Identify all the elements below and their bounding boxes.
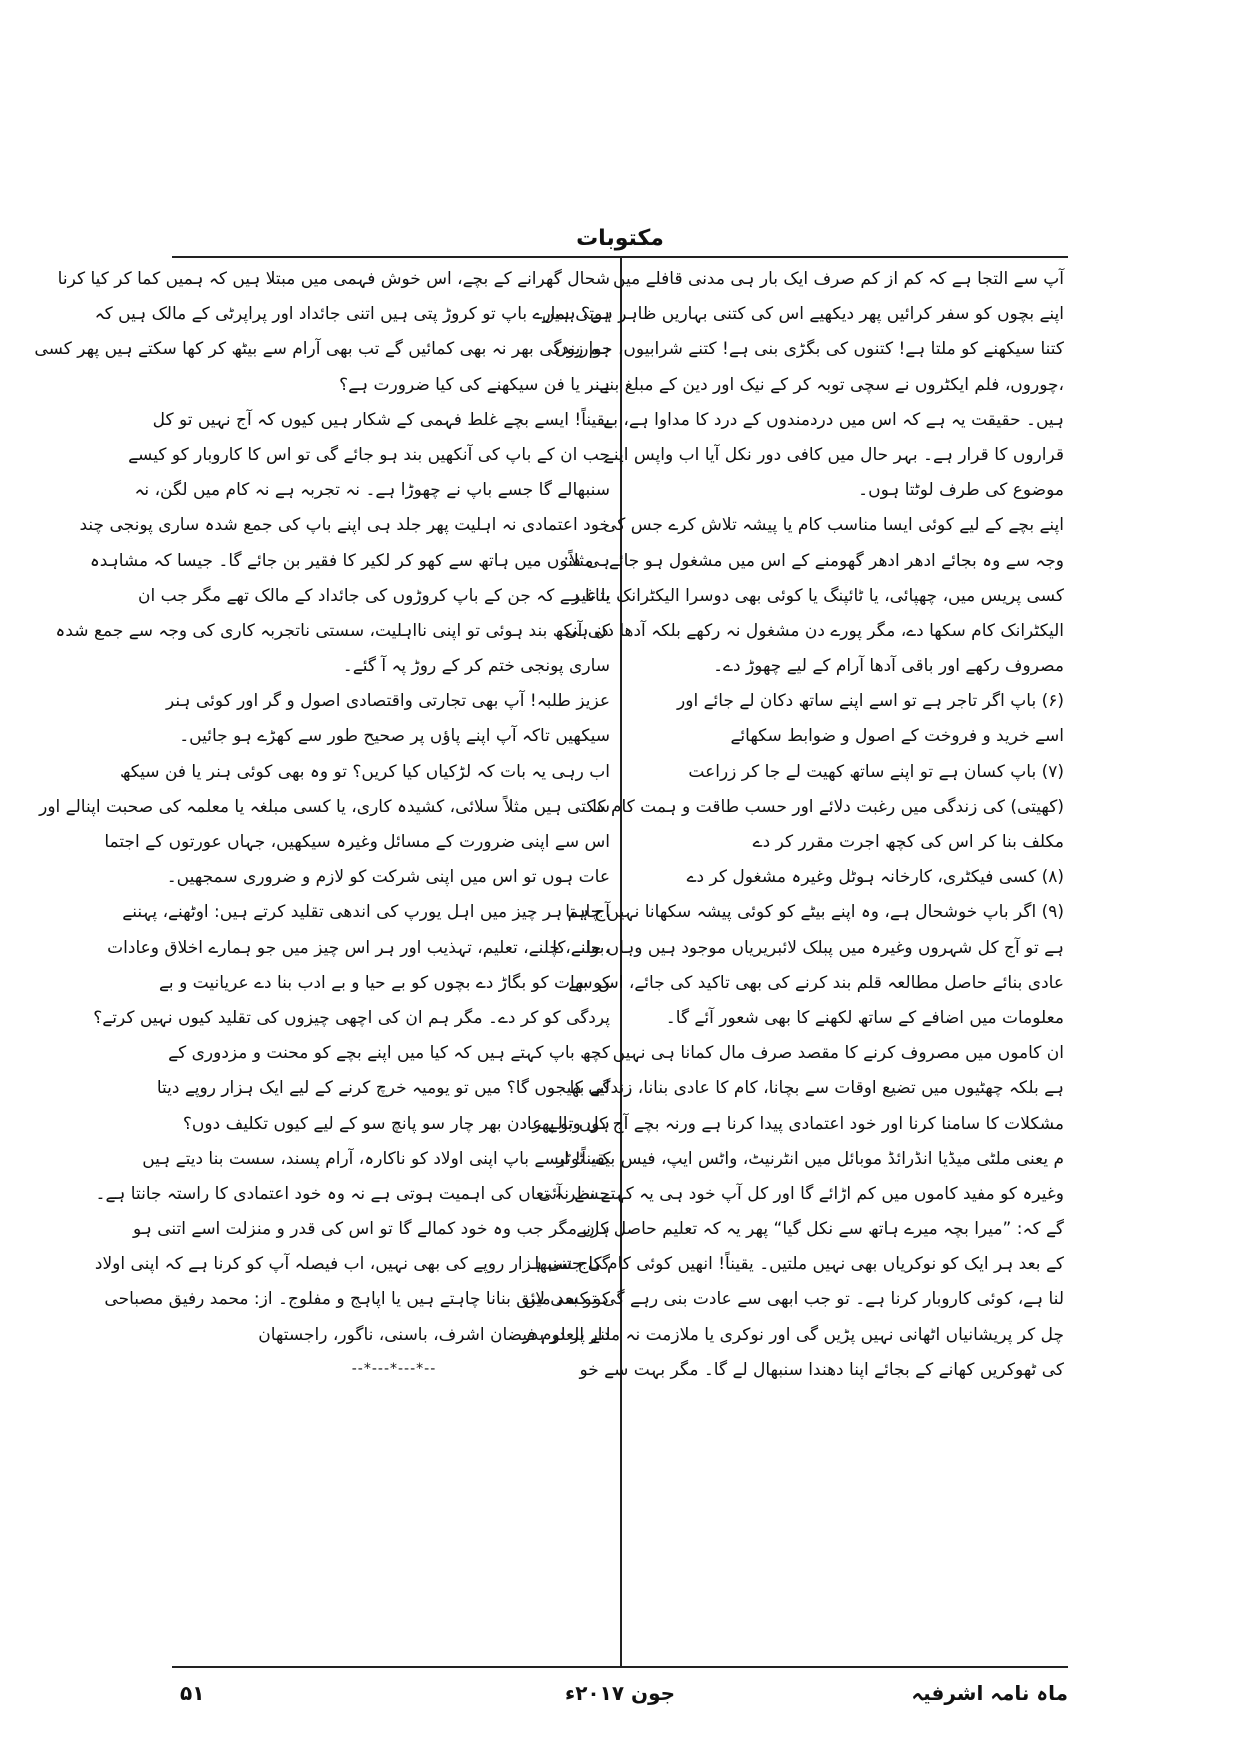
text-line: شحال گھرانے کے بچے، اس خوش فہمی میں مبتلا ہیں کہ ہمیں کما کر کیا کرنا bbox=[57, 269, 610, 289]
left-column bbox=[34, 262, 610, 1385]
text-line: اسے خرید و فروخت کے اصول و ضوابط سکھائے bbox=[730, 726, 1064, 747]
text-line: کتنا سیکھنے کو ملتا ہے! کتنوں کی بگڑی بنی ہے! کتنے شرابیوں، جواریوں bbox=[554, 339, 1064, 360]
text-line: عات ہوں تو اس میں اپنی شرکت کو لازم و ضروری سمجھیں۔ bbox=[166, 867, 610, 888]
text-line: کو بھات کو بگاڑ دے بچوں کو بے حیا و بے ادب بنا دے عریانیت و بے bbox=[158, 972, 610, 993]
text-line: کی آنکھ بند ہوئی تو اپنی نااہلیت، سستی ناتجربہ کاری کی وجہ سے جمع شدہ bbox=[55, 620, 610, 641]
text-line: جب ان کے باپ کی آنکھیں بند ہو جائے گی تو اس کا کاروبار کو کیسے bbox=[128, 444, 610, 465]
text-line: جسے نہ تعاں کی اہمیت ہوتی ہے نہ وہ خود اعتمادی کا راستہ جانتا ہے۔ bbox=[95, 1183, 610, 1204]
text-line: آج ہم ہر چیز میں اہل یورپ کی اندھی تقلید کرتے ہیں: اوٹھنے، پہننے bbox=[122, 902, 610, 923]
text-line: سیکھیں تاکہ آپ اپنے پاؤں پر صحیح طور سے کھڑے ہو جائیں۔ bbox=[179, 726, 610, 747]
text-line: اپنے بچوں کو سفر کرائیں پھر دیکھیے اس کی کتنی بہاریں ظاہر ہوتی ہیں bbox=[541, 304, 1064, 325]
text-line: وغیرہ کو مفید کاموں میں کم اڑائے گا اور کل آپ خود ہی یہ کہتے نظر آئی bbox=[538, 1183, 1064, 1204]
text-line: ساری پونجی ختم کر کے روڑ پہ آ گئے۔ bbox=[342, 656, 610, 677]
text-line: گی جتنی ہزار روپے کی بھی نہیں، اب فیصلہ آپ کو کرنا ہے کہ اپنی اولاد bbox=[94, 1254, 610, 1275]
text-line: عادی بنائے حاصل مطالعہ قلم بند کرنے کی بھی تاکید کی جائے، اس سے bbox=[568, 972, 1064, 993]
text-line: م یعنی ملٹی میڈیا انڈرائڈ موبائل میں انٹرنیٹ، واٹس ایپ، فیس بک، ٹوٹر bbox=[556, 1148, 1064, 1169]
text-line: کی ٹھوکریں کھانے کے بجائے اپنا دھندا سنبھال لے گا۔ مگر بہت سے خو bbox=[579, 1359, 1064, 1380]
text-line: دار العلوم فیضان اشرف، باسنی، ناگور، راجستھان bbox=[258, 1324, 610, 1345]
end-separator: --*---*---*-- bbox=[351, 1360, 437, 1377]
text-line: لیے بھیجوں گا؟ میں تو یومیہ خرچ کرنے کے لیے ایک ہزار روپے دیتا bbox=[156, 1078, 610, 1099]
text-line: (۶) باپ اگر تاجر ہے تو اسے اپنے ساتھ دکان لے جائے اور bbox=[677, 691, 1064, 712]
text-line: مشکلات کا سامنا کرنا اور خود اعتمادی پیدا کرنا ہے ورنہ بچے آج کل وبالے عا bbox=[526, 1113, 1064, 1134]
text-line: کو کسی لائق بنانا چاہتے ہیں یا اپاہج و مفلوج۔ از: محمد رفیق مصباحی bbox=[104, 1289, 610, 1310]
text-line: موضوع کی طرف لوٹتا ہوں۔ bbox=[858, 480, 1064, 501]
text-line: ،بولنے، چلنے، تعلیم، تہذیب اور ہر اس چیز میں جو ہمارے اخلاق وعادات bbox=[107, 937, 610, 958]
text-line: پردگی کو کر دے۔ مگر ہم ان کی اچھی چیزوں کی تقلید کیوں نہیں کرتے؟ bbox=[93, 1007, 610, 1028]
text-line: ہاں مگر جب وہ خود کمالے گا تو اس کی قدر و منزلت اسے اتنی ہو bbox=[133, 1219, 610, 1240]
text-line: کچھ باپ کہتے ہیں کہ کیا میں اپنے بچے کو محنت و مزدوری کے bbox=[168, 1043, 610, 1064]
text-line: اپنے بچے کے لیے کوئی ایسا مناسب کام یا پیشہ تلاش کرے جس کی bbox=[603, 515, 1064, 536]
text-line: (کھیتی) کی زندگی میں رغبت دلائے اور حسب طاقت و ہمت کام کا bbox=[592, 796, 1064, 817]
text-line: لنا ہے، کوئی کاروبار کرنا ہے۔ تو جب ابھی سے عادت بنی رہے گی تو بعد میں bbox=[523, 1289, 1064, 1310]
text-line: (۷) باپ کسان ہے تو اپنے ساتھ کھیت لے جا کر زراعت bbox=[688, 761, 1064, 782]
text-line: وجہ سے وہ بجائے ادھر ادھر گھومنے کے اس میں مشغول ہو جائے۔ مثلاً: bbox=[563, 550, 1064, 571]
text-line: ہی دنوں میں ہاتھ سے کھو کر لکیر کا فقیر بن جائے گا۔ جیسا کہ مشاہدہ bbox=[89, 550, 610, 571]
text-line: ہوں تو پھر دن بھر چار سو پانچ سو کے لیے کیوں تکلیف دوں؟ bbox=[182, 1113, 610, 1134]
text-line: سکتی ہیں مثلاً سلائی، کشیدہ کاری، یا کسی مبلغہ یا معلمہ کی صحبت اپنالے اور bbox=[39, 796, 610, 817]
text-line: کے بعد ہر ایک کو نوکریاں بھی نہیں ملتیں۔ یقیناً! انھیں کوئی کام کاج سنبھا bbox=[534, 1254, 1064, 1275]
text-line: اب رہی یہ بات کہ لڑکیاں کیا کریں؟ تو وہ بھی کوئی ہنر یا فن سیکھ bbox=[120, 761, 610, 782]
text-line: خود اعتمادی نہ اہلیت پھر جلد ہی اپنے باپ کی جمع شدہ ساری پونجی چند bbox=[79, 515, 610, 536]
text-line: ہنر یا فن سیکھنے کی کیا ضرورت ہے؟ bbox=[339, 374, 610, 395]
text-line: ہے؟ ہمارے باپ تو کروڑ پتی ہیں اتنی جائداد اور پراپرٹی کے مالک ہیں کہ bbox=[94, 304, 610, 325]
text-line: سنبھالے گا جسے باپ نے چھوڑا ہے۔ نہ تجربہ ہے نہ کام میں لگن، نہ bbox=[134, 480, 610, 501]
text-line: یقیناً! ایسے باپ اپنی اولاد کو ناکارہ، آرام پسند، سست بنا دیتے ہیں bbox=[142, 1148, 610, 1169]
text-line: ان کاموں میں مصروف کرنے کا مقصد صرف مال کمانا ہی نہیں bbox=[612, 1043, 1064, 1064]
text-line: ہے تو آج کل شہروں وغیرہ میں پبلک لائبریریاں موجود ہیں وہاں جانے کا bbox=[552, 937, 1064, 958]
text-line: قراروں کا قرار ہے۔ بہر حال میں کافی دور نکل آیا اب واپس اپنے bbox=[603, 444, 1064, 465]
right-column bbox=[522, 262, 1064, 1388]
text-line: ،چوروں، فلم ایکٹروں نے سچی توبہ کر کے نیک اور دین کے مبلغ بنے bbox=[599, 374, 1064, 395]
text-line: مکلف بنا کر اس کی کچھ اجرت مقرر کر دے bbox=[752, 832, 1064, 852]
page-number: ۵۱ bbox=[180, 1681, 205, 1705]
text-line: معلومات میں اضافے کے ساتھ لکھنے کا بھی شعور آئے گا۔ bbox=[665, 1007, 1064, 1028]
text-line: ہیں۔ حقیقت یہ ہے کہ اس میں دردمندوں کے درد کا مداوا ہے، بے bbox=[603, 409, 1064, 430]
text-line: آپ سے التجا ہے کہ کم از کم صرف ایک بار ہی مدنی قافلے میں bbox=[613, 269, 1064, 289]
text-line: یقیناً! ایسے بچے غلط فہمی کے شکار ہیں کیوں کہ آج نہیں تو کل bbox=[152, 409, 610, 430]
text-line: عزیز طلبہ! آپ بھی تجارتی واقتصادی اصول و گر اور کوئی ہنر bbox=[166, 691, 610, 712]
text-line: گے کہ: ”میرا بچہ میرے ہاتھ سے نکل گیا“ پھر یہ کہ تعلیم حاصل کرنے bbox=[576, 1219, 1064, 1240]
text-line: (۹) اگر باپ خوشحال ہے، وہ اپنے بیٹے کو کوئی پیشہ سکھانا نہیں چاہتا bbox=[565, 902, 1064, 923]
text-line: ہے بلکہ چھٹیوں میں تضیع اوقات سے بچانا، کام کا عادی بنانا، زندگی کا bbox=[569, 1078, 1064, 1099]
text-line: ہم زندگی بھر نہ بھی کمائیں گے تب بھی آرام سے بیٹھ کر کھا سکتے ہیں پھر کسی bbox=[34, 339, 610, 360]
text-line: چل کر پریشانیاں اٹھانی نہیں پڑیں گی اور نوکری یا ملازمت نہ ملنے پر در بدر bbox=[522, 1324, 1064, 1345]
section-title: مکتوبات bbox=[576, 226, 664, 251]
text-line: بتاتا ہے کہ جن کے باپ کروڑوں کی جائداد کے مالک تھے مگر جب ان bbox=[137, 585, 610, 606]
text-line: اس سے اپنی ضرورت کے مسائل وغیرہ سیکھیں، جہاں عورتوں کے اجتما bbox=[104, 832, 610, 852]
text-line: (۸) کسی فیکٹری، کارخانہ ہوٹل وغیرہ مشغول کر دے bbox=[686, 867, 1064, 888]
magazine-name: ماہ نامہ اشرفیہ bbox=[911, 1681, 1068, 1705]
footer-rule bbox=[172, 1666, 1068, 1668]
text-line: مصروف رکھے اور باقی آدھا آرام کے لیے چھوڑ دے۔ bbox=[713, 656, 1064, 677]
issue-date: جون ۲۰۱۷ء bbox=[564, 1681, 676, 1705]
text-line: الیکٹرانک کام سکھا دے، مگر پورے دن مشغول نہ رکھے بلکہ آدھا دن ہی bbox=[564, 620, 1064, 641]
text-line: کسی پریس میں، چھپائی، یا ٹائپنگ یا کوئی بھی دوسرا الیکٹرانک یا غیر bbox=[572, 585, 1064, 606]
